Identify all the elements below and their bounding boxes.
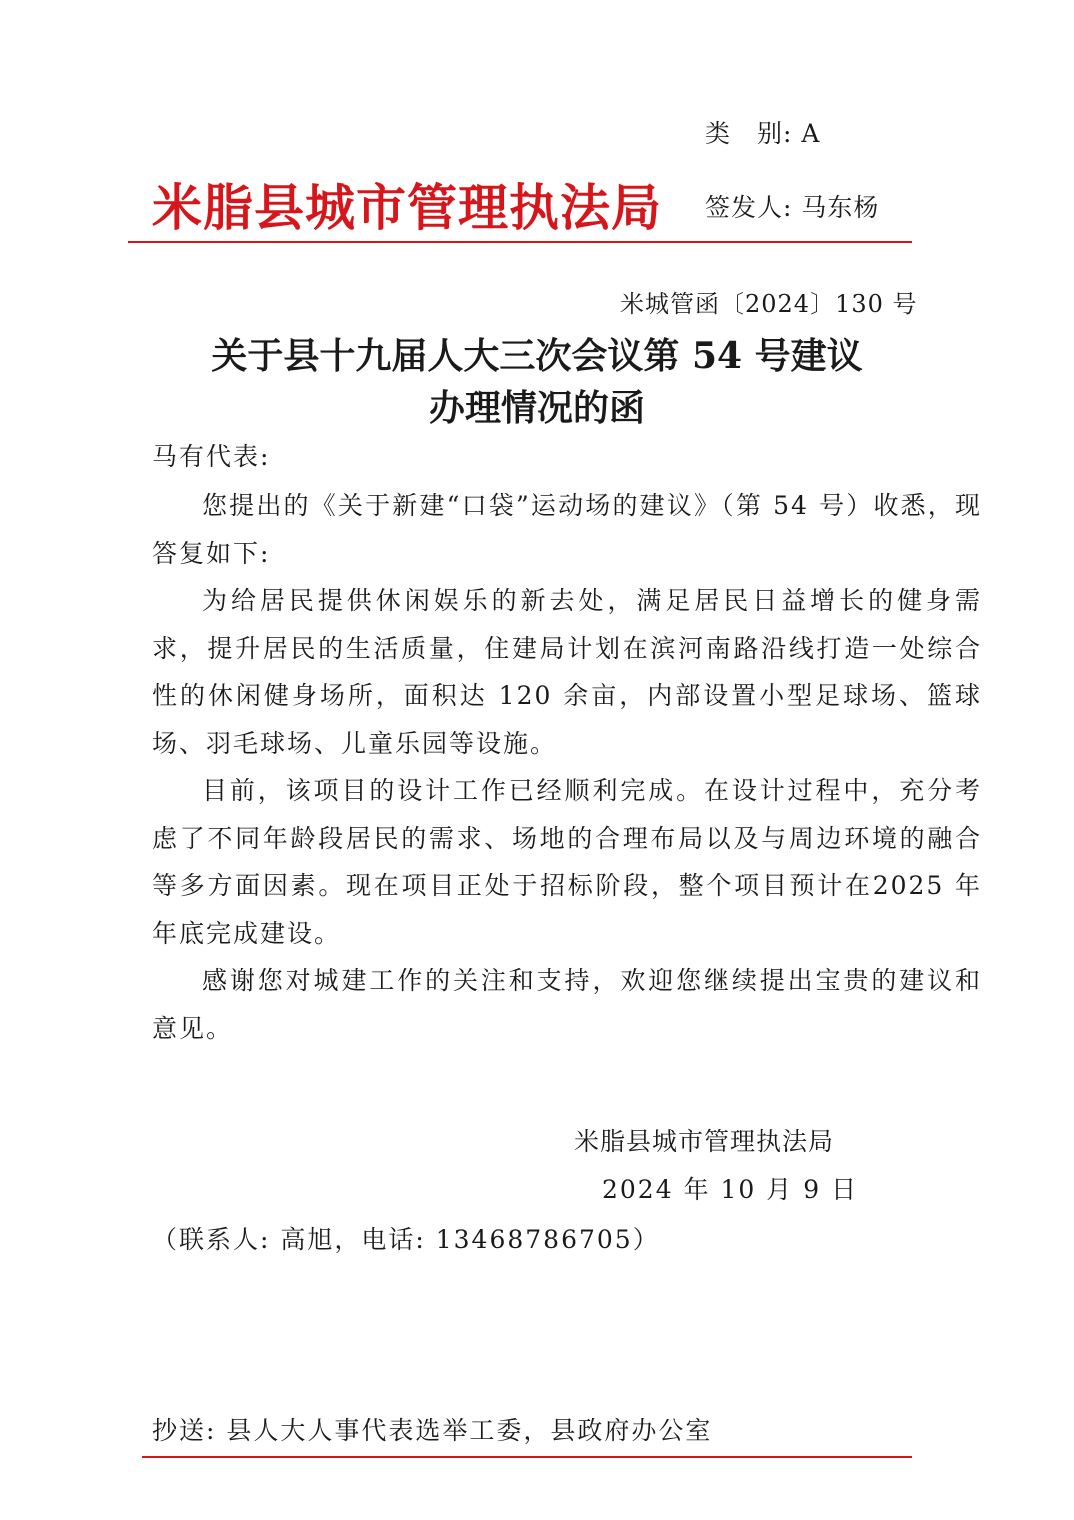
letter-body xyxy=(152,482,982,1052)
document-title xyxy=(0,330,1074,434)
document-category: 类 别: A xyxy=(705,119,821,148)
body-paragraph-3: 目前，该项目的设计工作已经顺利完成。在设计过程中，充分考虑了不同年龄段居民的需求、场地的合理布局以及与周边环境的融合等多方面因素。现在项目正处于招标阶段，整个项目预计在2025 年年底完成建设。 xyxy=(152,776,982,948)
document-title-line-2: 办理情况的函 xyxy=(428,387,645,429)
issuing-organization-title: 米脂县城市管理执法局 xyxy=(152,178,662,237)
document-number: 米城管函〔2024〕130 号 xyxy=(620,290,918,318)
header-divider xyxy=(128,241,912,243)
carbon-copy-line: 抄送: 县人大人事代表选举工委，县政府办公室 xyxy=(152,1416,713,1445)
signature-organization: 米脂县城市管理执法局 xyxy=(574,1127,835,1156)
body-paragraph-2: 为给居民提供休闲娱乐的新去处，满足居民日益增长的健身需求，提升居民的生活质量，住建局计划在滨河南路沿线打造一处综合性的休闲健身场所，面积达 120 余亩，内部设置小型足球场、篮球场、羽毛球场、儿童乐园等设施。 xyxy=(152,586,982,758)
contact-info: （联系人: 高旭，电话: 13468786705） xyxy=(152,1225,660,1254)
signature-date: 2024 年 10 月 9 日 xyxy=(602,1175,859,1204)
document-title-line-1: 关于县十九届人大三次会议第 54 号建议 xyxy=(211,335,863,377)
document-signer: 签发人: 马东杨 xyxy=(705,193,880,222)
body-paragraph-1: 您提出的《关于新建“口袋”运动场的建议》（第 54 号）收悉，现答复如下: xyxy=(152,491,982,568)
body-paragraph-4: 感谢您对城建工作的关注和支持，欢迎您继续提出宝贵的建议和意见。 xyxy=(152,966,982,1043)
footer-divider xyxy=(142,1456,912,1458)
salutation: 马有代表: xyxy=(152,442,271,471)
